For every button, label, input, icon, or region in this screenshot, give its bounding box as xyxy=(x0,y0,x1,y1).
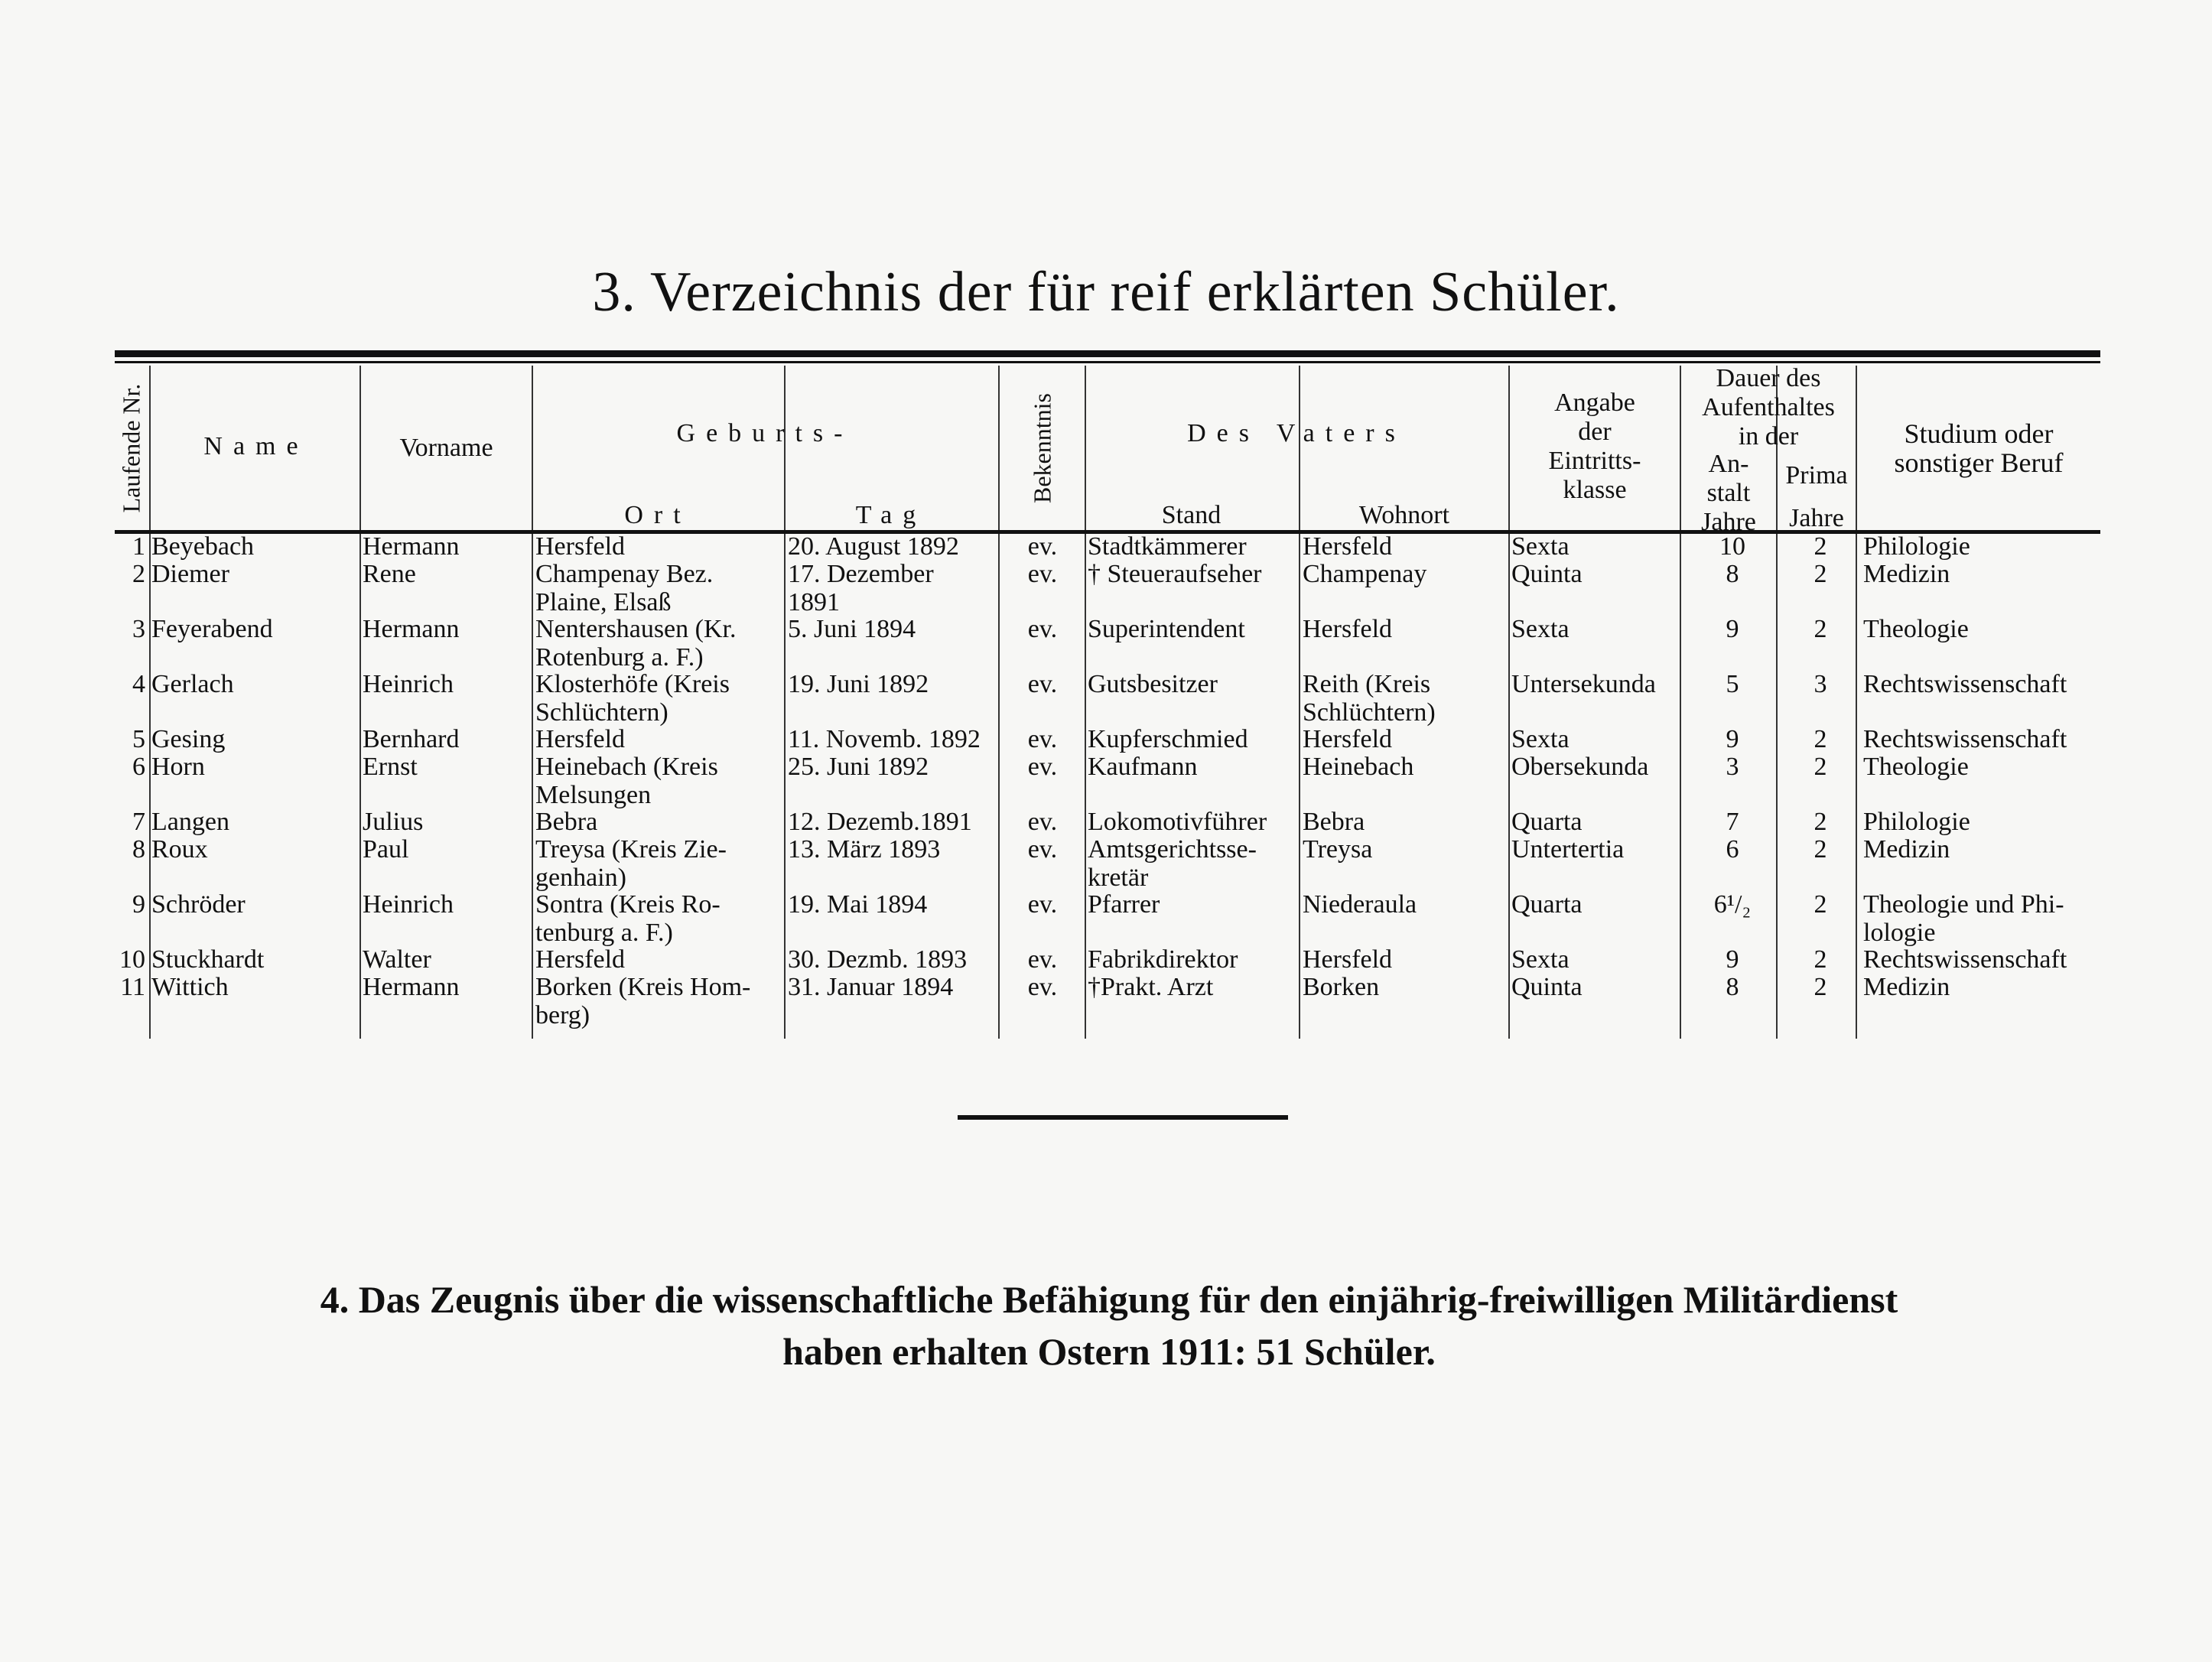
years-prima: 2 xyxy=(1814,615,1827,643)
birth-date xyxy=(788,615,998,643)
entry-class: Sexta xyxy=(1511,532,1570,561)
student-vorname: Rene xyxy=(363,560,416,588)
header-angabe-line: Angabe xyxy=(1554,389,1635,417)
row-number: 2 xyxy=(132,560,145,588)
row-number: 5 xyxy=(132,725,145,753)
father-residence xyxy=(1303,808,1505,836)
father-occupation xyxy=(1088,615,1298,643)
father-residence-line: Treysa xyxy=(1303,835,1373,864)
years-prima: 2 xyxy=(1814,753,1827,781)
father-occupation xyxy=(1088,560,1298,588)
father-residence-line: Borken xyxy=(1303,973,1380,1001)
years-prima: 2 xyxy=(1814,890,1827,919)
years-prima: 2 xyxy=(1814,532,1827,561)
birth-place-line: Hersfeld xyxy=(535,532,626,561)
birth-place-line: Bebra xyxy=(535,808,598,836)
father-residence xyxy=(1303,973,1505,1001)
birth-place xyxy=(535,753,780,809)
birth-place-line: Treysa (Kreis Zie- xyxy=(535,835,727,864)
father-residence-line: Niederaula xyxy=(1303,890,1417,919)
birth-place-line: Rotenburg a. F.) xyxy=(535,643,704,672)
birth-date-line: 25. Juni 1892 xyxy=(788,753,929,781)
career xyxy=(1863,560,2116,588)
confession: ev. xyxy=(1027,670,1058,698)
student-vorname: Walter xyxy=(363,945,431,974)
entry-class: Obersekunda xyxy=(1511,753,1649,781)
birth-place-line: Borken (Kreis Hom- xyxy=(535,973,751,1001)
years-institution: 6¹/₂ xyxy=(1713,890,1752,919)
section-note xyxy=(229,1273,1989,1377)
student-vorname: Hermann xyxy=(363,532,460,561)
career xyxy=(1863,615,2116,643)
career xyxy=(1863,725,2116,753)
student-vorname: Bernhard xyxy=(363,725,460,753)
father-residence xyxy=(1303,725,1505,753)
father-occupation xyxy=(1088,670,1298,698)
header-angabe xyxy=(1510,389,1680,505)
birth-place-line: Nentershausen (Kr. xyxy=(535,615,737,643)
birth-date-line: 1891 xyxy=(788,588,840,616)
career xyxy=(1863,532,2116,561)
father-occupation xyxy=(1088,835,1298,892)
years-prima: 2 xyxy=(1814,560,1827,588)
father-occupation-line: Pfarrer xyxy=(1088,890,1160,919)
header-stand: Stand xyxy=(1161,501,1221,529)
years-institution: 10 xyxy=(1719,532,1745,561)
row-number: 11 xyxy=(120,973,145,1001)
student-name: Diemer xyxy=(151,560,229,588)
father-residence xyxy=(1303,560,1505,588)
student-vorname: Hermann xyxy=(363,615,460,643)
birth-place-line: Klosterhöfe (Kreis xyxy=(535,670,730,698)
birth-date xyxy=(788,973,998,1001)
student-name: Beyebach xyxy=(151,532,255,561)
birth-date xyxy=(788,890,998,919)
years-institution: 9 xyxy=(1726,945,1739,974)
father-occupation xyxy=(1088,808,1298,836)
row-number: 8 xyxy=(132,835,145,864)
career-line: Rechtswissenschaft xyxy=(1863,945,2067,974)
father-residence xyxy=(1303,670,1505,727)
birth-place-line: Hersfeld xyxy=(535,725,626,753)
birth-place xyxy=(535,835,780,892)
birth-place xyxy=(535,560,780,616)
father-residence-line: Hersfeld xyxy=(1303,532,1393,561)
header-name: Name xyxy=(203,432,309,460)
header-laufende-nr: Laufende Nr. xyxy=(117,383,145,512)
header-jahre: Jahre xyxy=(1701,508,1756,536)
years-prima: 2 xyxy=(1814,808,1827,836)
confession: ev. xyxy=(1027,725,1058,753)
birth-place-line: berg) xyxy=(535,1001,590,1029)
confession: ev. xyxy=(1027,753,1058,781)
birth-place xyxy=(535,615,780,672)
confession: ev. xyxy=(1027,615,1058,643)
father-occupation-line: Kupferschmied xyxy=(1088,725,1248,753)
entry-class: Quarta xyxy=(1511,808,1583,836)
header-angabe-line: der xyxy=(1578,418,1612,446)
father-occupation xyxy=(1088,753,1298,781)
table-top-rule xyxy=(115,350,2100,363)
header-vorname: Vorname xyxy=(399,434,493,462)
father-residence-line: Reith (Kreis xyxy=(1303,670,1431,698)
years-institution: 3 xyxy=(1726,753,1739,781)
father-residence xyxy=(1303,835,1505,864)
career-line: Medizin xyxy=(1863,973,1950,1001)
years-institution: 5 xyxy=(1726,670,1739,698)
father-occupation-line: Gutsbesitzer xyxy=(1088,670,1218,698)
father-occupation-line: †Prakt. Arzt xyxy=(1088,973,1214,1001)
header-studium-line: sonstiger Beruf xyxy=(1894,447,2064,478)
header-studium xyxy=(1857,419,2100,477)
years-prima: 2 xyxy=(1814,835,1827,864)
father-residence-line: Bebra xyxy=(1303,808,1365,836)
birth-place xyxy=(535,945,780,974)
entry-class: Untertertia xyxy=(1511,835,1625,864)
birth-place-line: Heinebach (Kreis xyxy=(535,753,718,781)
column-divider xyxy=(784,366,786,1039)
birth-date-line: 5. Juni 1894 xyxy=(788,615,916,643)
years-institution: 7 xyxy=(1726,808,1739,836)
father-residence xyxy=(1303,753,1505,781)
confession: ev. xyxy=(1027,808,1058,836)
confession: ev. xyxy=(1027,835,1058,864)
years-prima: 3 xyxy=(1814,670,1827,698)
father-occupation xyxy=(1088,945,1298,974)
student-name: Horn xyxy=(151,753,205,781)
birth-date xyxy=(788,725,998,753)
father-residence-line: Hersfeld xyxy=(1303,725,1393,753)
birth-place xyxy=(535,890,780,947)
row-number: 6 xyxy=(132,753,145,781)
career-line: Theologie xyxy=(1863,615,1969,643)
section-divider xyxy=(958,1115,1288,1120)
student-name: Schröder xyxy=(151,890,246,919)
father-residence xyxy=(1303,890,1505,919)
birth-place-line: Sontra (Kreis Ro- xyxy=(535,890,721,919)
father-occupation-line: Superintendent xyxy=(1088,615,1245,643)
column-divider xyxy=(1085,366,1086,1039)
entry-class: Quinta xyxy=(1511,560,1583,588)
column-divider xyxy=(998,366,1000,1039)
birth-date-line: 19. Mai 1894 xyxy=(788,890,928,919)
father-occupation xyxy=(1088,532,1298,561)
career xyxy=(1863,945,2116,974)
entry-class: Sexta xyxy=(1511,945,1570,974)
father-occupation-line: Lokomotivführer xyxy=(1088,808,1267,836)
birth-place-line: genhain) xyxy=(535,864,626,892)
student-name: Stuckhardt xyxy=(151,945,265,974)
entry-class: Quarta xyxy=(1511,890,1583,919)
confession: ev. xyxy=(1027,890,1058,919)
student-vorname: Paul xyxy=(363,835,409,864)
father-occupation-line: Stadtkämmerer xyxy=(1088,532,1247,561)
career xyxy=(1863,973,2116,1001)
confession: ev. xyxy=(1027,560,1058,588)
father-residence xyxy=(1303,945,1505,974)
note-line: haben erhalten Ostern 1911: 51 Schüler. xyxy=(782,1330,1436,1373)
father-residence-line: Champenay xyxy=(1303,560,1427,588)
father-residence-line: Hersfeld xyxy=(1303,945,1393,974)
confession: ev. xyxy=(1027,945,1058,974)
header-geburts: Geburts- xyxy=(676,419,854,447)
entry-class: Untersekunda xyxy=(1511,670,1656,698)
birth-date-line: 30. Dezmb. 1893 xyxy=(788,945,968,974)
birth-place-line: tenburg a. F.) xyxy=(535,919,673,947)
birth-place xyxy=(535,670,780,727)
entry-class: Quinta xyxy=(1511,973,1583,1001)
career xyxy=(1863,753,2116,781)
header-anstalt-line: An- xyxy=(1708,450,1749,478)
birth-date-line: 17. Dezember xyxy=(788,560,934,588)
career xyxy=(1863,890,2116,947)
career-line: Theologie xyxy=(1863,753,1969,781)
student-name: Gesing xyxy=(151,725,226,753)
student-vorname: Heinrich xyxy=(363,890,454,919)
student-name: Feyerabend xyxy=(151,615,273,643)
birth-date xyxy=(788,835,998,864)
career-line: lologie xyxy=(1863,919,1936,947)
student-vorname: Ernst xyxy=(363,753,418,781)
father-occupation xyxy=(1088,973,1298,1001)
row-number: 9 xyxy=(132,890,145,919)
birth-place xyxy=(535,808,780,836)
row-number: 7 xyxy=(132,808,145,836)
entry-class: Sexta xyxy=(1511,615,1570,643)
birth-date xyxy=(788,945,998,974)
header-studium-line: Studium oder xyxy=(1904,418,2054,449)
father-residence-line: Schlüchtern) xyxy=(1303,698,1436,727)
father-residence-line: Hersfeld xyxy=(1303,615,1393,643)
years-institution: 6 xyxy=(1726,835,1739,864)
birth-place xyxy=(535,725,780,753)
career-line: Philologie xyxy=(1863,532,1970,561)
birth-date-line: 20. August 1892 xyxy=(788,532,959,561)
birth-date-line: 11. Novemb. 1892 xyxy=(788,725,981,753)
career-line: Medizin xyxy=(1863,560,1950,588)
birth-date xyxy=(788,560,998,616)
years-institution: 8 xyxy=(1726,560,1739,588)
years-institution: 9 xyxy=(1726,725,1739,753)
student-name: Wittich xyxy=(151,973,229,1001)
student-vorname: Julius xyxy=(363,808,424,836)
header-des-vaters: Des Vaters xyxy=(1187,419,1406,447)
birth-date xyxy=(788,532,998,561)
father-residence-line: Heinebach xyxy=(1303,753,1414,781)
header-tag: Tag xyxy=(855,501,927,529)
header-dauer-line: in der xyxy=(1738,422,1799,450)
header-anstalt-line: stalt xyxy=(1706,479,1751,507)
header-dauer-line: Aufenthaltes xyxy=(1702,393,1835,421)
father-residence xyxy=(1303,615,1505,643)
header-prima-jahre: Jahre xyxy=(1789,504,1844,532)
birth-date-line: 31. Januar 1894 xyxy=(788,973,954,1001)
birth-date-line: 12. Dezemb.1891 xyxy=(788,808,972,836)
birth-date-line: 13. März 1893 xyxy=(788,835,941,864)
years-prima: 2 xyxy=(1814,973,1827,1001)
header-prima: Prima xyxy=(1785,461,1848,489)
birth-place-line: Schlüchtern) xyxy=(535,698,668,727)
page-title: 3. Verzeichnis der für reif erklärten Schüler. xyxy=(592,261,1620,324)
birth-date-line: 19. Juni 1892 xyxy=(788,670,929,698)
header-angabe-line: Eintritts- xyxy=(1548,447,1641,475)
row-number: 10 xyxy=(119,945,145,974)
birth-place xyxy=(535,973,780,1029)
father-occupation-line: Kaufmann xyxy=(1088,753,1198,781)
years-prima: 2 xyxy=(1814,945,1827,974)
career xyxy=(1863,670,2116,698)
header-wohnort: Wohnort xyxy=(1358,501,1450,529)
header-anstalt xyxy=(1681,450,1776,537)
years-prima: 2 xyxy=(1814,725,1827,753)
note-line: 4. Das Zeugnis über die wissenschaftliche Befähigung für den einjährig-freiwilligen Militärdienst xyxy=(320,1278,1898,1321)
row-number: 1 xyxy=(132,532,145,561)
career-line: Medizin xyxy=(1863,835,1950,864)
birth-date xyxy=(788,753,998,781)
confession: ev. xyxy=(1027,532,1058,561)
father-residence xyxy=(1303,532,1505,561)
career-line: Rechtswissenschaft xyxy=(1863,725,2067,753)
birth-place xyxy=(535,532,780,561)
birth-place-line: Hersfeld xyxy=(535,945,626,974)
header-ort: Ort xyxy=(624,501,691,529)
career-line: Theologie und Phi- xyxy=(1863,890,2064,919)
header-angabe-line: klasse xyxy=(1563,476,1627,504)
career-line: Philologie xyxy=(1863,808,1970,836)
father-occupation-line: kretär xyxy=(1088,864,1149,892)
header-dauer-line: Dauer des xyxy=(1716,364,1821,392)
student-name: Roux xyxy=(151,835,208,864)
career-line: Rechtswissenschaft xyxy=(1863,670,2067,698)
father-occupation xyxy=(1088,725,1298,753)
entry-class: Sexta xyxy=(1511,725,1570,753)
student-vorname: Heinrich xyxy=(363,670,454,698)
father-occupation-line: † Steueraufseher xyxy=(1088,560,1262,588)
father-occupation-line: Fabrikdirektor xyxy=(1088,945,1238,974)
father-occupation xyxy=(1088,890,1298,919)
years-institution: 9 xyxy=(1726,615,1739,643)
row-number: 3 xyxy=(132,615,145,643)
column-divider xyxy=(359,366,361,1039)
birth-place-line: Plaine, Elsaß xyxy=(535,588,672,616)
header-bekenntnis: Bekenntnis xyxy=(1028,392,1056,503)
student-name: Gerlach xyxy=(151,670,234,698)
birth-date xyxy=(788,808,998,836)
student-vorname: Hermann xyxy=(363,973,460,1001)
column-divider xyxy=(1299,366,1300,1039)
career xyxy=(1863,808,2116,836)
career xyxy=(1863,835,2116,864)
father-occupation-line: Amtsgerichtsse- xyxy=(1088,835,1257,864)
birth-date xyxy=(788,670,998,698)
birth-place-line: Melsungen xyxy=(535,781,652,809)
header-dauer xyxy=(1681,364,1856,451)
column-divider xyxy=(532,366,533,1039)
confession: ev. xyxy=(1027,973,1058,1001)
student-name: Langen xyxy=(151,808,229,836)
birth-place-line: Champenay Bez. xyxy=(535,560,714,588)
row-number: 4 xyxy=(132,670,145,698)
years-institution: 8 xyxy=(1726,973,1739,1001)
